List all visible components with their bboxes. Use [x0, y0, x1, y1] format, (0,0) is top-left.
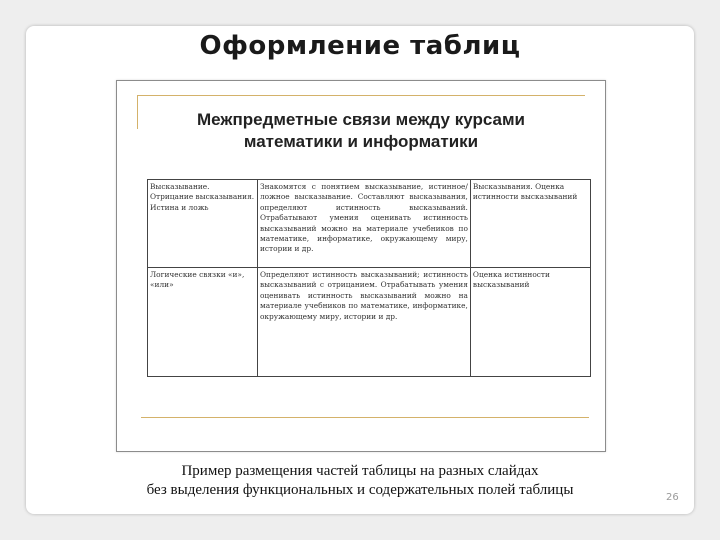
caption-line-2: без выделения функциональных и содержательных полей таблицы	[146, 482, 574, 498]
table-cell-topic: Логические связки «и», «или»	[148, 268, 258, 377]
table-cell-topic: Высказывание. Отрицание высказывания. Истина и ложь	[148, 180, 258, 268]
table-row	[148, 180, 591, 268]
inner-title-line-1: Межпредметные связи между курсами	[197, 110, 525, 129]
table-cell-activity: Определяют истинность высказываний; истинность высказываний с отрицанием. Отрабатывать умения оценивать истинность высказываний можно на материале учебников по математике, информатике, окружающему миру, истории и др.	[257, 268, 470, 377]
inner-table	[147, 179, 591, 377]
caption-line-1: Пример размещения частей таблицы на разных слайдах	[181, 463, 539, 479]
table-cell-activity: Знакомятся с понятием высказывание, истинное/ложное высказывание. Составляют высказывания, определяют истинность высказываний. Отрабатывают умения оценивать истинность высказываний можно на материале учебников по математике, информатике, окружающему миру, истории и др.	[257, 180, 470, 268]
accent-line-top	[137, 95, 585, 96]
slide-caption	[0, 462, 720, 500]
accent-line-bottom	[141, 417, 589, 418]
page-number: 26	[666, 492, 679, 503]
inner-title-line-2: математики и информатики	[243, 132, 479, 151]
slide-title: Оформление таблиц	[199, 31, 521, 61]
embedded-slide-image	[116, 80, 606, 452]
table-cell-informatics: Оценка истинности высказываний	[470, 268, 590, 377]
inner-slide-title	[117, 109, 605, 153]
table-cell-informatics: Высказывания. Оценка истинности высказываний	[470, 180, 590, 268]
table-row	[148, 268, 591, 377]
